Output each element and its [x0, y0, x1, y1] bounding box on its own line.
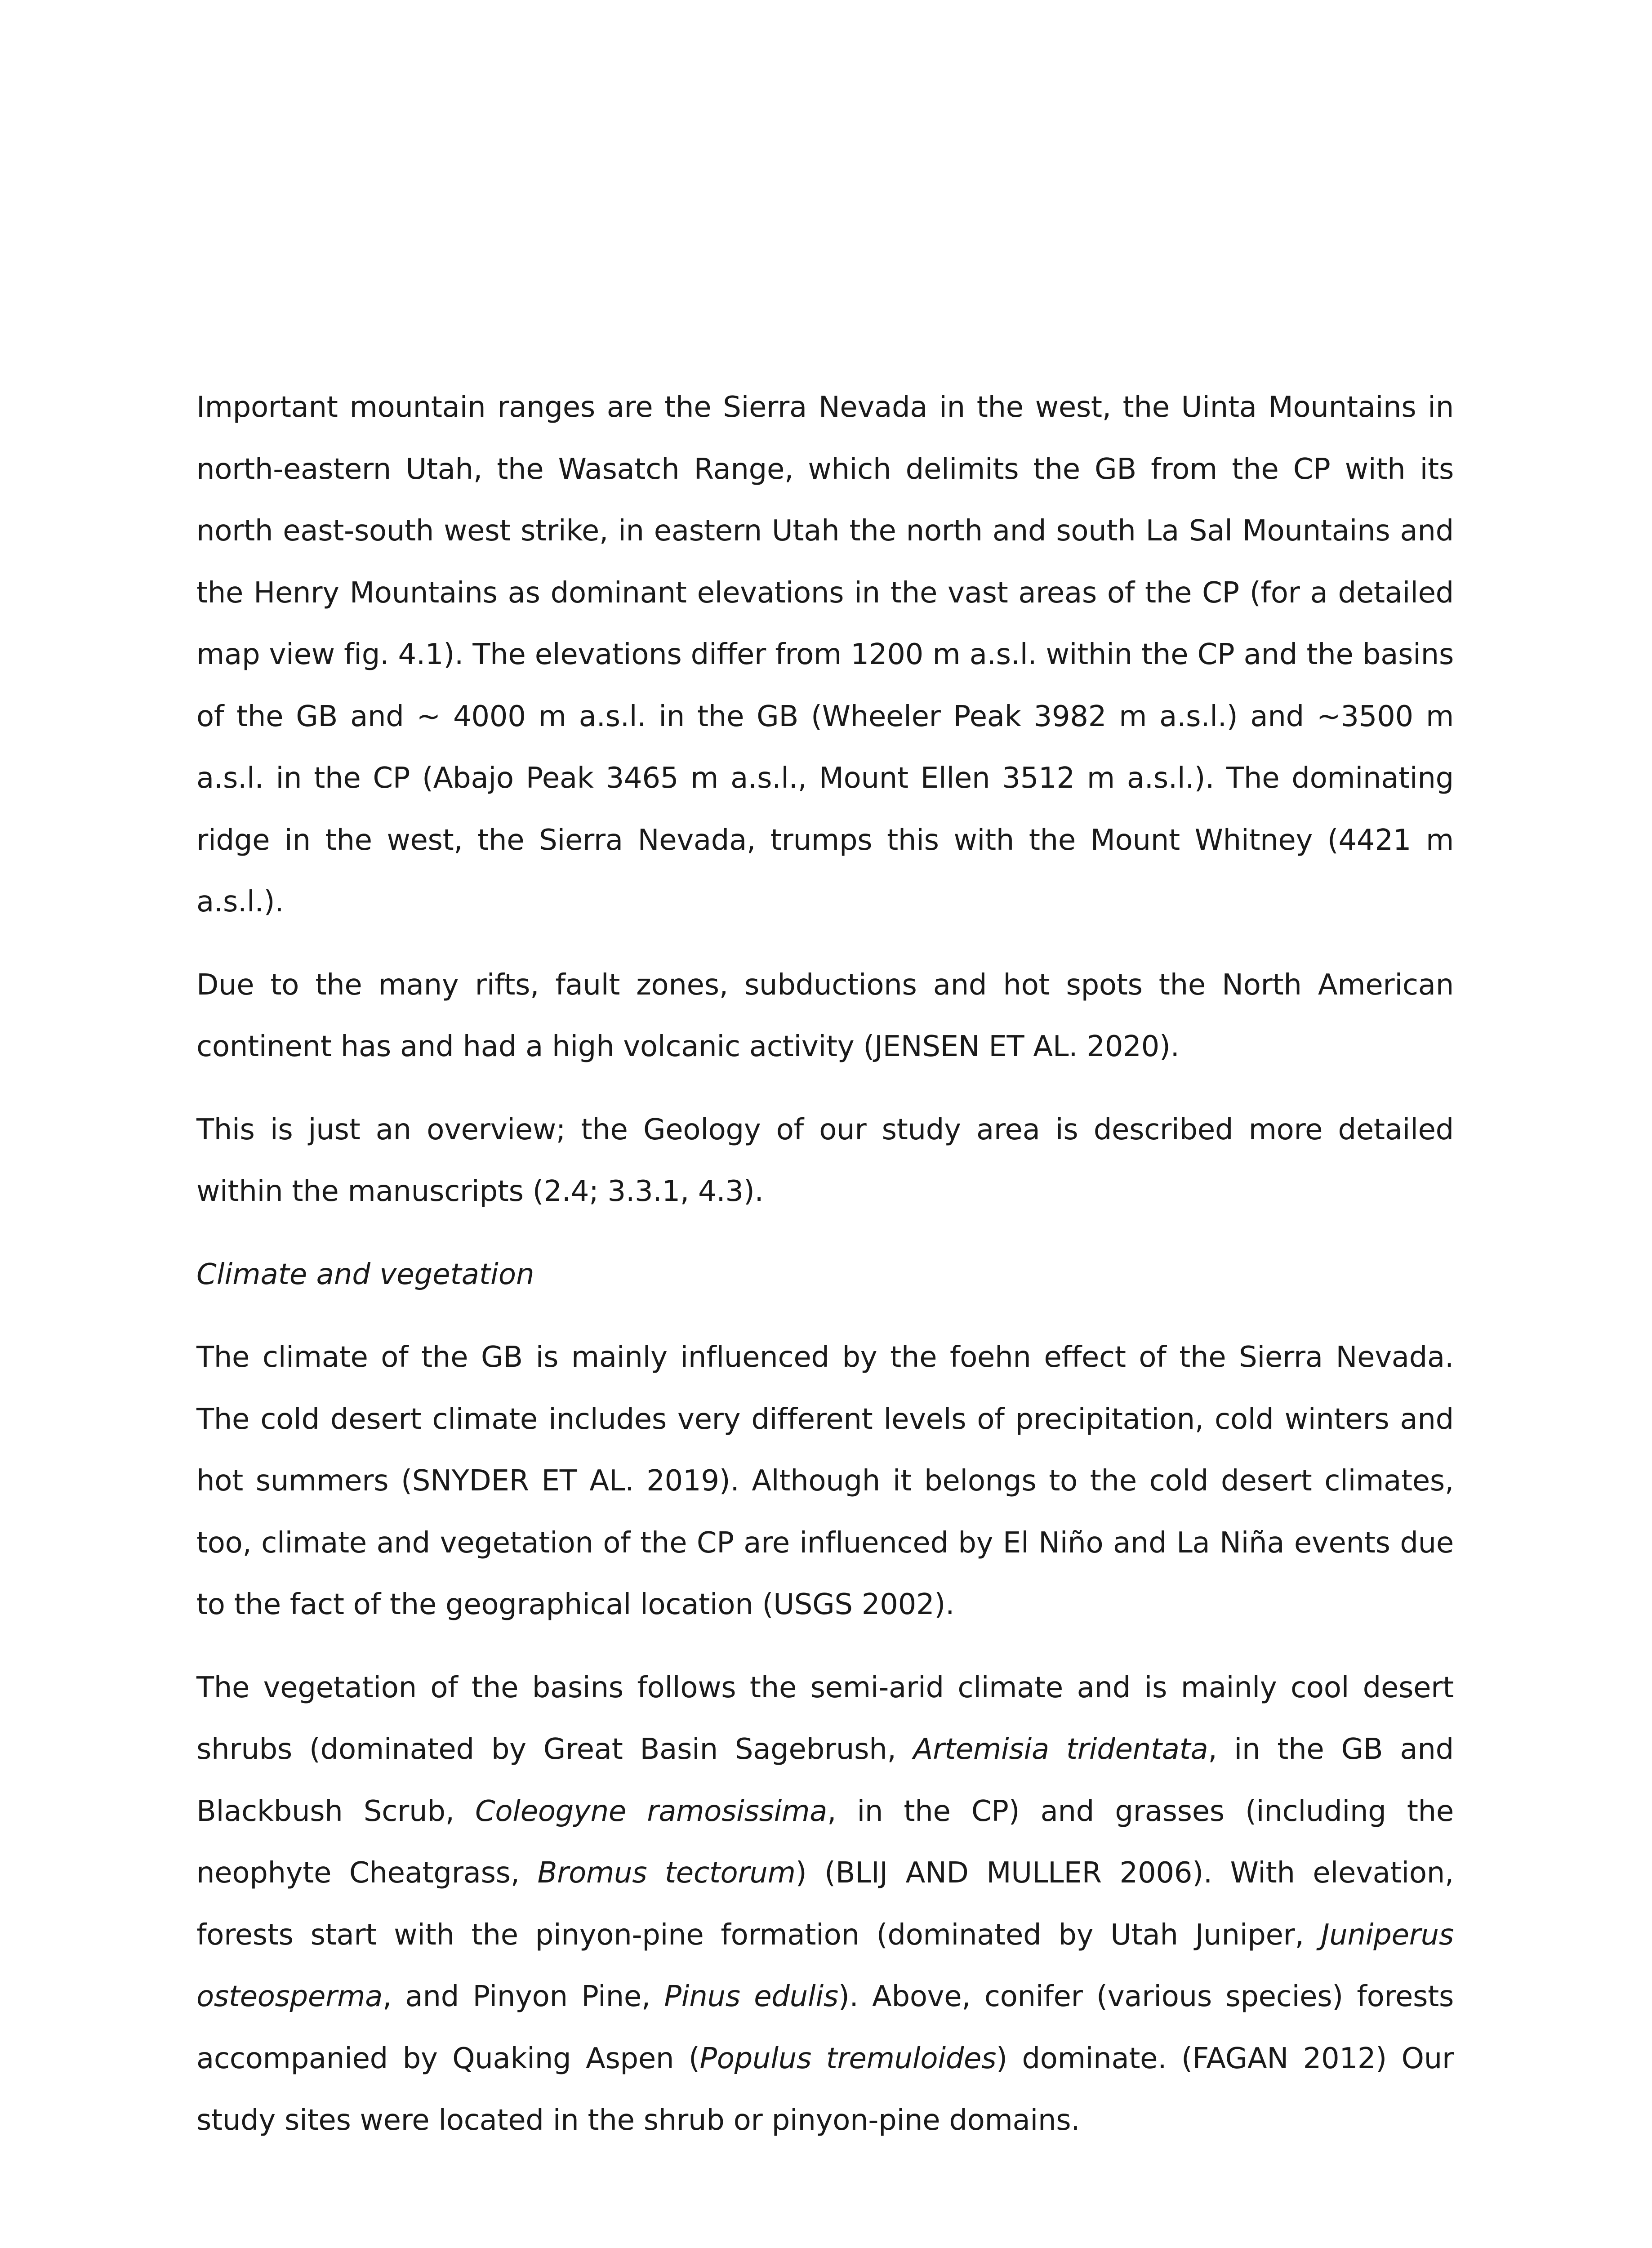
- vegetation-text: The vegetation of the basins follows the semi-arid climate and is mainly cool desert shrubs (dominated by Great Basin Sagebrush,: [196, 1671, 1454, 1766]
- species-name: Juniperus osteosperma: [196, 1918, 1454, 2013]
- vegetation-text: , in the GB and Blackbush Scrub,: [196, 1733, 1454, 1828]
- vegetation-text: ) dominate. (FAGAN 2012) Our study sites were located in the shrub or pinyon-pine domains.: [196, 2042, 1454, 2137]
- body-text: [196, 377, 1454, 2173]
- paragraph-mountain-ranges: Important mountain ranges are the Sierra Nevada in the west, the Uinta Mountains in north-eastern Utah, the Wasatch Range, which delimits the GB from the CP with its north east-south west strike, in eastern Utah the north and south La Sal Mountains and the Henry Mountains as dominant elevations in the vast areas of the CP (for a detailed map view fig. 4.1). The elevations differ from 1200 m a.s.l. within the CP and the basins of the GB and ~ 4000 m a.s.l. in the GB (Wheeler Peak 3982 m a.s.l.) and ~3500 m a.s.l. in the CP (Abajo Peak 3465 m a.s.l., Mount Ellen 3512 m a.s.l.). The dominating ridge in the west, the Sierra Nevada, trumps this with the Mount Whitney (4421 m a.s.l.).: [196, 391, 1454, 919]
- vegetation-text: ) (BLIJ AND MULLER 2006). With elevation, forests start with the pinyon-pine formation (dominated by Utah Juniper,: [196, 1856, 1454, 1952]
- species-name: Pinus edulis: [664, 1980, 838, 2013]
- vegetation-text: , in the CP) and grasses (including the neophyte Cheatgrass,: [196, 1794, 1454, 1890]
- species-name: Populus tremuloides: [699, 2042, 997, 2075]
- paragraph-vegetation: [196, 1657, 1454, 2152]
- species-name: Artemisia tridentata: [913, 1733, 1208, 1766]
- paragraph-climate: The climate of the GB is mainly influenced by the foehn effect of the Sierra Nevada. The cold desert climate includes very different levels of precipitation, cold winters and hot summers (SNYDER ET AL. 2019). Although it belongs to the cold desert climates, too, climate and vegetation of the CP are influenced by El Niño and La Niña events due to the fact of the geographical location (USGS 2002).: [196, 1341, 1454, 1621]
- vegetation-text: ). Above, conifer (various species) forests accompanied by Quaking Aspen (: [196, 1980, 1454, 2075]
- section-heading: Climate and vegetation: [196, 1258, 534, 1291]
- species-name: Coleogyne ramosissima: [475, 1794, 828, 1828]
- paragraph-volcanic-activity: Due to the many rifts, fault zones, subductions and hot spots the North American continent has and had a high volcanic activity (JENSEN ET AL. 2020).: [196, 968, 1454, 1063]
- vegetation-text: , and Pinyon Pine,: [383, 1980, 664, 2013]
- species-name: Bromus tectorum: [537, 1856, 796, 1890]
- paragraph-overview: This is just an overview; the Geology of our study area is described more detailed within the manuscripts (2.4; 3.3.1, 4.3).: [196, 1113, 1454, 1208]
